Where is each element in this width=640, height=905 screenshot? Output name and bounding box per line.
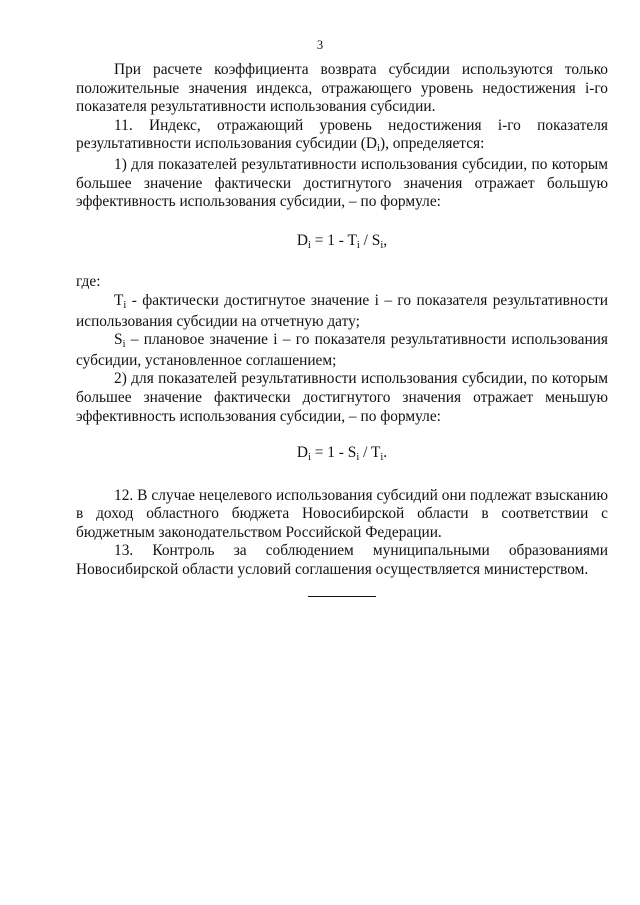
where-label: где:	[76, 273, 101, 291]
formula-2-mid: = 1 - S	[310, 444, 357, 462]
paragraph-11-text: 11. Индекс, отражающий уровень недостижения i-го показателя результативности использования субсидии (D	[76, 116, 608, 153]
formula-2-slash: / T	[359, 444, 381, 462]
ti-symbol: T	[114, 291, 124, 309]
subscript-i: i	[377, 143, 380, 155]
formula-2-d-sub: i	[307, 452, 311, 464]
paragraph-13: 13. Контроль за соблюдением муниципальными образованиями Новосибирской области условий соглашения осуществляется министерством.	[76, 542, 608, 579]
definition-ti	[76, 292, 608, 331]
si-symbol: S	[114, 331, 123, 349]
formula-1-d-sub: i	[307, 239, 311, 251]
paragraph-case-1: 1) для показателей результативности использования субсидии, по которым большее значение фактически достигнутого значения отражает большую эффективность использования субсидии, – по формуле:	[76, 155, 608, 211]
formula-1-t-sub: i	[356, 239, 360, 251]
si-definition-text: – плановое значение i – го показателя результативности использования субсидии, установленное соглашением;	[76, 331, 608, 369]
page-number: 3	[316, 38, 324, 52]
formula-1	[76, 232, 608, 253]
end-divider-line	[308, 596, 376, 597]
document-body	[76, 61, 608, 580]
formula-1-s-sub: i	[380, 239, 384, 251]
ti-definition-text: - фактически достигнутое значение i – го показателя результативности использования субсидии на отчетную дату;	[76, 291, 608, 330]
formula-2-s-sub: i	[356, 452, 360, 464]
paragraph-12: 12. В случае нецелевого использования субсидий они подлежат взысканию в доход областного бюджета Новосибирской области в соответствии с бюджетным законодательством Российской Федерации.	[76, 486, 608, 541]
definition-si	[76, 331, 608, 370]
formula-1-mid: = 1 - T	[310, 231, 357, 249]
formula-2-end: .	[383, 444, 388, 462]
formula-1-end: ,	[383, 231, 388, 249]
formula-2-d: D	[296, 444, 308, 462]
paragraph-case-2: 2) для показателей результативности использования субсидии, по которым большее значение фактически достигнутого значения отражает меньшую эффективность использования субсидии, – по формуле:	[76, 370, 608, 425]
ti-subscript: i	[123, 299, 127, 311]
formula-1-d: D	[296, 231, 308, 249]
paragraph-11-tail: ), определяется:	[379, 135, 485, 153]
formula-2	[76, 444, 608, 465]
paragraph-positive-values: При расчете коэффициента возврата субсидии используются только положительные значения индекса, отражающего уровень недостижения i-го показателя результативности использования субсидии.	[76, 61, 608, 116]
si-subscript: i	[122, 339, 126, 351]
formula-1-slash: / S	[359, 231, 381, 249]
formula-2-t-sub: i	[380, 452, 384, 464]
paragraph-11-index	[76, 117, 608, 156]
